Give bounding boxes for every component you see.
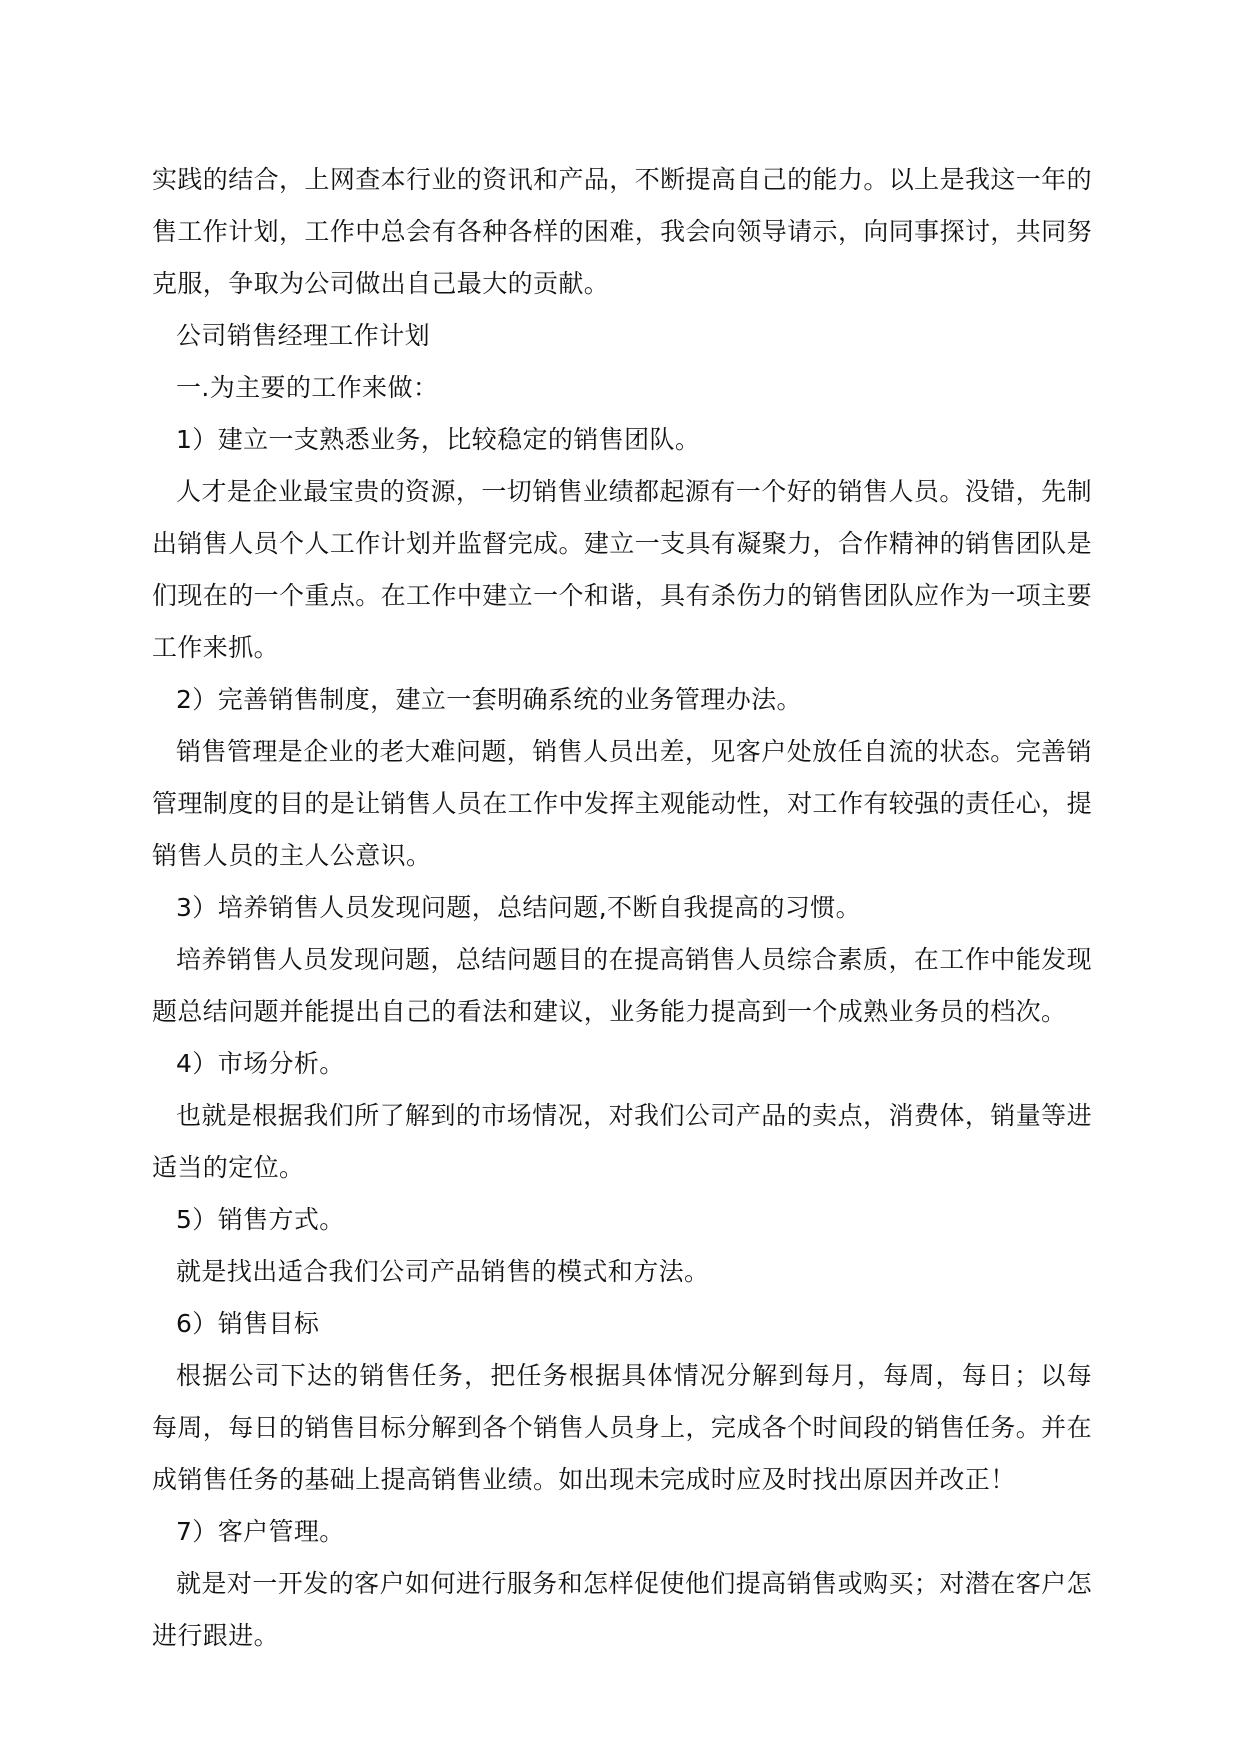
text-line: 也就是根据我们所了解到的市场情况，对我们公司产品的卖点，消费体，销量等进: [176, 1101, 1092, 1130]
text-line: 题总结问题并能提出自己的看法和建议，业务能力提高到一个成熟业务员的档次。: [152, 997, 1067, 1026]
text-line: 工作来抓。: [152, 633, 280, 662]
text-line: 7）客户管理。: [176, 1517, 345, 1546]
text-line: 根据公司下达的销售任务，把任务根据具体情况分解到每月，每周，每日；以每: [176, 1361, 1092, 1390]
text-line: 出销售人员个人工作计划并监督完成。建立一支具有凝聚力，合作精神的销售团队是: [152, 529, 1092, 558]
text-line: 人才是企业最宝贵的资源，一切销售业绩都起源有一个好的销售人员。没错，先制: [176, 477, 1092, 506]
text-line: 克服，争取为公司做出自己最大的贡献。: [152, 269, 610, 298]
text-line: 每周，每日的销售目标分解到各个销售人员身上，完成各个时间段的销售任务。并在: [152, 1413, 1092, 1442]
text-line: 2）完善销售制度，建立一套明确系统的业务管理办法。: [176, 685, 802, 714]
text-line: 6）销售目标: [176, 1309, 320, 1338]
text-line: 实践的结合，上网查本行业的资讯和产品，不断提高自己的能力。以上是我这一年的: [152, 165, 1092, 194]
text-line: 一.为主要的工作来做：: [176, 373, 439, 402]
text-line: 就是找出适合我们公司产品销售的模式和方法。: [176, 1257, 710, 1286]
text-line: 5）销售方式。: [176, 1205, 345, 1234]
text-line: 公司销售经理工作计划: [176, 321, 431, 350]
text-line: 售工作计划，工作中总会有各种各样的困难，我会向领导请示，向同事探讨，共同努: [152, 217, 1092, 246]
text-line: 1）建立一支熟悉业务，比较稳定的销售团队。: [176, 425, 701, 454]
text-line: 成销售任务的基础上提高销售业绩。如出现未完成时应及时找出原因并改正！: [152, 1465, 1016, 1494]
document-body: [152, 154, 1092, 1662]
text-line: 进行跟进。: [152, 1621, 280, 1650]
text-line: 管理制度的目的是让销售人员在工作中发挥主观能动性，对工作有较强的责任心，提: [152, 789, 1092, 818]
text-line: 3）培养销售人员发现问题，总结问题,不断自我提高的习惯。: [176, 893, 862, 922]
text-line: 们现在的一个重点。在工作中建立一个和谐，具有杀伤力的销售团队应作为一项主要: [152, 581, 1092, 610]
text-line: 就是对一开发的客户如何进行服务和怎样促使他们提高销售或购买；对潜在客户怎: [176, 1569, 1092, 1598]
text-line: 销售人员的主人公意识。: [152, 841, 432, 870]
text-line: 适当的定位。: [152, 1153, 305, 1182]
text-line: 培养销售人员发现问题，总结问题目的在提高销售人员综合素质，在工作中能发现: [176, 945, 1092, 974]
text-line: 4）市场分析。: [176, 1049, 345, 1078]
text-line: 销售管理是企业的老大难问题，销售人员出差，见客户处放任自流的状态。完善销: [176, 737, 1092, 766]
